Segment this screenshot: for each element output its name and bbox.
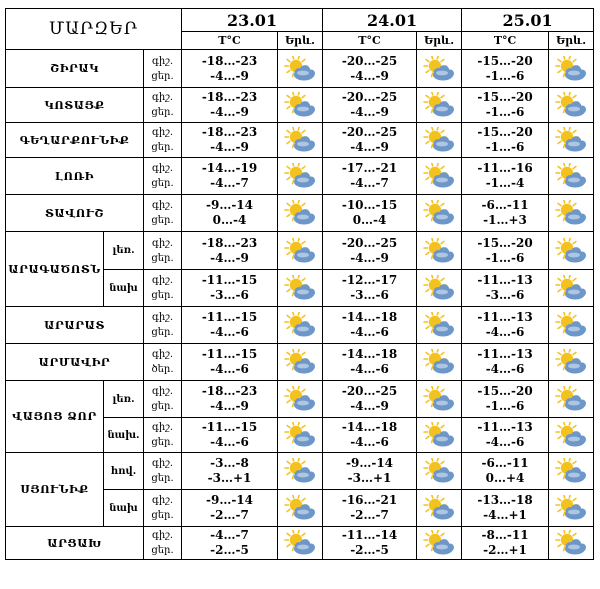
night-temperature: -20…-25 (341, 90, 398, 104)
weather-icon-cell (417, 232, 462, 270)
temperature-cell (323, 50, 417, 88)
day-temperature: -1…-6 (485, 105, 525, 119)
day-temperature: -2…-5 (350, 543, 389, 557)
day-night-labels (144, 527, 182, 560)
region-name: ՍՅՈՒՆԻՔ (6, 453, 104, 527)
sun-behind-cloud-icon (283, 127, 317, 153)
temperature-cell (182, 344, 278, 381)
day-temperature: -4…-9 (210, 250, 249, 265)
night-temperature: -12…-17 (341, 273, 398, 287)
night-label: գիշ. (151, 163, 174, 174)
region-name: ԿՈՏԱՅՔ (6, 88, 144, 123)
day-temperature: -2…-7 (210, 508, 249, 522)
day-night-labels (144, 490, 182, 527)
night-temperature: -14…-18 (341, 420, 398, 434)
region-name: ԱՐԱԳԱԾՈՏՆ (6, 232, 104, 307)
temperature-cell (182, 195, 278, 232)
subzone-label: լեռ. (104, 381, 144, 418)
day-temperature: -4…+1 (483, 508, 527, 522)
temperature-cell (182, 158, 278, 195)
temperature-column-header: T°C (462, 32, 549, 50)
night-temperature: -11…-14 (341, 528, 398, 542)
night-temperature: -18…-23 (201, 90, 258, 104)
night-temperature: -13…-18 (477, 493, 533, 507)
day-night-labels (144, 158, 182, 195)
sun-behind-cloud-icon (283, 530, 317, 556)
region-row (6, 123, 594, 158)
sun-behind-cloud-icon (422, 127, 456, 153)
sun-behind-cloud-icon (422, 312, 456, 338)
temperature-cell (182, 270, 278, 307)
day-label: ցեր. (151, 437, 174, 448)
day-night-labels (144, 418, 182, 453)
night-label: գիշ. (151, 530, 174, 541)
day-label: ցեր. (151, 327, 174, 338)
night-temperature: -11…-16 (477, 161, 533, 175)
sky-column-header: Երև. (278, 32, 323, 50)
sun-behind-cloud-icon (554, 495, 588, 521)
temperature-cell (182, 418, 278, 453)
weather-icon-cell (549, 195, 594, 232)
night-temperature: -6…-11 (481, 456, 529, 470)
temperature-cell (462, 50, 549, 88)
night-label: գիշ. (151, 386, 174, 397)
weather-icon-cell (278, 453, 323, 490)
day-temperature: 0…+4 (485, 471, 525, 485)
night-temperature: -17…-21 (341, 161, 398, 175)
night-temperature: -18…-23 (201, 125, 258, 139)
temperature-cell (462, 453, 549, 490)
day-temperature: -1…-6 (485, 399, 525, 413)
subzone-label: նախ (104, 270, 144, 307)
night-temperature: -11…-13 (477, 310, 533, 324)
day-label: ցեր. (151, 252, 174, 264)
day-temperature: -1…-4 (485, 176, 525, 190)
sun-behind-cloud-icon (283, 92, 317, 118)
temperature-cell (462, 527, 549, 560)
region-name: ԱՐՄԱՎԻՐ (6, 344, 144, 381)
night-temperature: -11…-15 (201, 273, 258, 287)
sun-behind-cloud-icon (554, 458, 588, 484)
weather-icon-cell (278, 381, 323, 418)
region-row (6, 232, 594, 270)
weather-icon-cell (278, 344, 323, 381)
day-temperature: -4…-6 (350, 362, 389, 376)
weather-icon-cell (417, 88, 462, 123)
night-temperature: -20…-25 (341, 125, 398, 139)
forecast-table (5, 8, 594, 560)
night-temperature: -11…-13 (477, 347, 533, 361)
sun-behind-cloud-icon (554, 275, 588, 301)
temperature-cell (462, 490, 549, 527)
night-temperature: -15…-20 (477, 53, 533, 68)
region-name: ՏԱՎՈՒՇ (6, 195, 144, 232)
day-temperature: 0…-4 (352, 213, 387, 227)
day-temperature: -4…-7 (210, 176, 249, 190)
day-temperature: 0…-4 (212, 213, 247, 227)
day-label: ցեր. (151, 290, 174, 301)
weather-icon-cell (549, 232, 594, 270)
night-label: գիշ. (151, 275, 174, 286)
weather-icon-cell (417, 123, 462, 158)
night-temperature: -16…-21 (341, 493, 398, 507)
region-row (6, 453, 594, 490)
night-temperature: -15…-20 (477, 125, 533, 139)
weather-icon-cell (417, 307, 462, 344)
night-temperature: -11…-15 (201, 347, 258, 361)
weather-icon-cell (278, 418, 323, 453)
night-label: գիշ. (151, 92, 174, 103)
temperature-cell (182, 232, 278, 270)
subzone-label: լեռ. (104, 232, 144, 270)
day-temperature: -4…-7 (350, 176, 389, 190)
sun-behind-cloud-icon (422, 200, 456, 226)
day-label: ցեր. (151, 215, 174, 226)
temperature-cell (182, 490, 278, 527)
day-temperature: -4…-6 (210, 325, 249, 339)
sun-behind-cloud-icon (283, 163, 317, 189)
region-row (6, 50, 594, 88)
day-night-labels (144, 195, 182, 232)
weather-icon-cell (417, 344, 462, 381)
night-temperature: -14…-18 (341, 310, 398, 324)
region-row (6, 381, 594, 418)
temperature-cell (462, 344, 549, 381)
temperature-cell (182, 123, 278, 158)
forecast-table-body (6, 9, 594, 560)
sun-behind-cloud-icon (422, 56, 456, 82)
night-temperature: -14…-18 (341, 347, 398, 361)
day-temperature: -4…-9 (210, 399, 249, 413)
sun-behind-cloud-icon (283, 422, 317, 448)
weather-icon-cell (278, 88, 323, 123)
day-temperature: -4…-9 (350, 68, 389, 83)
sun-behind-cloud-icon (283, 312, 317, 338)
temperature-cell (323, 344, 417, 381)
day-temperature: -4…-6 (210, 362, 249, 376)
sun-behind-cloud-icon (554, 530, 588, 556)
weather-icon-cell (417, 195, 462, 232)
region-name: ԼՈՌԻ (6, 158, 144, 195)
temperature-cell (182, 50, 278, 88)
sky-column-header: Երև. (417, 32, 462, 50)
temperature-cell (462, 418, 549, 453)
day-night-labels (144, 123, 182, 158)
temperature-cell (323, 307, 417, 344)
sun-behind-cloud-icon (422, 238, 456, 264)
day-temperature: -4…-6 (350, 325, 389, 339)
date-header: 25.01 (462, 9, 594, 32)
night-temperature: -14…-19 (201, 161, 258, 175)
weather-icon-cell (278, 50, 323, 88)
night-temperature: -9…-14 (346, 456, 394, 470)
weather-icon-cell (549, 490, 594, 527)
day-night-labels (144, 453, 182, 490)
day-night-labels (144, 381, 182, 418)
night-label: գիշ. (151, 200, 174, 211)
weather-icon-cell (278, 527, 323, 560)
night-temperature: -15…-20 (477, 235, 533, 250)
region-row (6, 307, 594, 344)
weather-icon-cell (549, 158, 594, 195)
night-temperature: -15…-20 (477, 90, 533, 104)
day-label: ցեր. (151, 70, 174, 82)
weather-icon-cell (549, 418, 594, 453)
night-temperature: -10…-15 (341, 198, 398, 212)
temperature-cell (182, 527, 278, 560)
weather-icon-cell (417, 453, 462, 490)
weather-icon-cell (278, 123, 323, 158)
temperature-cell (323, 232, 417, 270)
sun-behind-cloud-icon (283, 495, 317, 521)
header-row-dates (6, 9, 594, 32)
weather-icon-cell (549, 123, 594, 158)
sun-behind-cloud-icon (422, 422, 456, 448)
temperature-cell (182, 381, 278, 418)
weather-icon-cell (278, 195, 323, 232)
day-night-labels (144, 232, 182, 270)
day-night-labels (144, 270, 182, 307)
night-label: գիշ. (151, 127, 174, 138)
night-temperature: -18…-23 (201, 53, 258, 68)
day-temperature: -4…-9 (350, 140, 389, 154)
sun-behind-cloud-icon (554, 200, 588, 226)
day-temperature: -1…+3 (483, 213, 527, 227)
night-temperature: -3…-8 (210, 456, 249, 470)
weather-icon-cell (549, 527, 594, 560)
sun-behind-cloud-icon (422, 386, 456, 412)
sun-behind-cloud-icon (554, 422, 588, 448)
weather-icon-cell (278, 158, 323, 195)
weather-icon-cell (417, 158, 462, 195)
temperature-cell (462, 158, 549, 195)
weather-icon-cell (417, 50, 462, 88)
day-temperature: -4…-6 (485, 325, 525, 339)
day-temperature: -2…+1 (483, 543, 527, 557)
day-temperature: -4…-6 (485, 435, 525, 449)
sun-behind-cloud-icon (422, 495, 456, 521)
weather-icon-cell (278, 490, 323, 527)
night-label: գիշ. (151, 422, 174, 433)
day-label: ցեր. (151, 401, 174, 412)
weather-icon-cell (549, 270, 594, 307)
sun-behind-cloud-icon (554, 349, 588, 375)
night-temperature: -9…-14 (206, 198, 254, 212)
temperature-column-header: T°C (323, 32, 417, 50)
temperature-cell (323, 88, 417, 123)
weather-icon-cell (549, 50, 594, 88)
day-night-labels (144, 88, 182, 123)
day-temperature: -3…-6 (350, 288, 389, 302)
weather-icon-cell (417, 490, 462, 527)
sun-behind-cloud-icon (554, 238, 588, 264)
day-label: ցեր. (151, 510, 174, 521)
day-temperature: -1…-6 (485, 250, 525, 265)
temperature-cell (323, 158, 417, 195)
day-night-labels (144, 344, 182, 381)
sun-behind-cloud-icon (283, 238, 317, 264)
day-temperature: -3…-6 (485, 288, 525, 302)
night-temperature: -9…-14 (206, 493, 254, 507)
temperature-cell (323, 527, 417, 560)
weather-icon-cell (417, 527, 462, 560)
day-night-labels (144, 307, 182, 344)
sun-behind-cloud-icon (283, 275, 317, 301)
night-label: գիշ. (151, 458, 174, 469)
day-temperature: -1…-6 (485, 140, 525, 154)
night-temperature: -6…-11 (481, 198, 529, 212)
day-temperature: -3…-6 (210, 288, 249, 302)
day-temperature: -3…+1 (207, 471, 252, 485)
subzone-label: նախ (104, 490, 144, 527)
region-name: ԱՐԱՐԱՏ (6, 307, 144, 344)
weather-icon-cell (278, 232, 323, 270)
weather-icon-cell (549, 453, 594, 490)
day-label: ցեր. (151, 178, 174, 189)
sun-behind-cloud-icon (422, 163, 456, 189)
sun-behind-cloud-icon (283, 200, 317, 226)
temperature-cell (323, 418, 417, 453)
temperature-cell (323, 123, 417, 158)
temperature-cell (462, 232, 549, 270)
sun-behind-cloud-icon (283, 386, 317, 412)
sun-behind-cloud-icon (554, 386, 588, 412)
day-temperature: -4…-9 (210, 140, 249, 154)
temperature-cell (182, 307, 278, 344)
day-label: ծեր. (151, 364, 174, 375)
weather-icon-cell (549, 381, 594, 418)
night-temperature: -18…-23 (201, 384, 258, 398)
forecast-sheet (5, 8, 594, 560)
temperature-cell (462, 307, 549, 344)
region-row (6, 344, 594, 381)
temperature-cell (462, 381, 549, 418)
subzone-label: նախ. (104, 418, 144, 453)
temperature-cell (323, 270, 417, 307)
temperature-cell (182, 88, 278, 123)
day-temperature: -4…-9 (210, 105, 249, 119)
temperature-column-header: T°C (182, 32, 278, 50)
subzone-label: հով. (104, 453, 144, 490)
sun-behind-cloud-icon (422, 92, 456, 118)
sun-behind-cloud-icon (554, 127, 588, 153)
sun-behind-cloud-icon (283, 458, 317, 484)
sun-behind-cloud-icon (554, 312, 588, 338)
night-temperature: -11…-15 (201, 420, 258, 434)
day-label: ցեր. (151, 107, 174, 118)
night-label: գիշ. (151, 55, 174, 67)
night-temperature: -11…-13 (477, 273, 533, 287)
region-name: ԱՐՑԱԽ (6, 527, 144, 560)
day-temperature: -1…-6 (485, 68, 525, 83)
night-temperature: -20…-25 (341, 384, 398, 398)
weather-icon-cell (549, 344, 594, 381)
day-label: ցեր. (151, 545, 174, 556)
sun-behind-cloud-icon (554, 163, 588, 189)
sun-behind-cloud-icon (554, 92, 588, 118)
night-label: գիշ. (151, 237, 174, 249)
day-temperature: -4…-9 (210, 68, 249, 83)
sun-behind-cloud-icon (554, 56, 588, 82)
night-label: գիշ. (151, 495, 174, 506)
temperature-cell (462, 195, 549, 232)
day-temperature: -4…-9 (350, 105, 389, 119)
day-temperature: -4…-9 (350, 399, 389, 413)
day-night-labels (144, 50, 182, 88)
sun-behind-cloud-icon (283, 349, 317, 375)
sun-behind-cloud-icon (422, 349, 456, 375)
weather-icon-cell (549, 88, 594, 123)
region-row (6, 88, 594, 123)
sun-behind-cloud-icon (422, 458, 456, 484)
region-row (6, 527, 594, 560)
weather-icon-cell (278, 307, 323, 344)
day-temperature: -2…-7 (350, 508, 389, 522)
night-temperature: -8…-11 (481, 528, 529, 542)
day-temperature: -4…-6 (210, 435, 249, 449)
night-temperature: -18…-23 (201, 235, 258, 250)
day-temperature: -4…-6 (350, 435, 389, 449)
region-name: ՇԻՐԱԿ (6, 50, 144, 88)
date-header: 23.01 (182, 9, 323, 32)
weather-icon-cell (417, 270, 462, 307)
temperature-cell (323, 490, 417, 527)
sun-behind-cloud-icon (283, 56, 317, 82)
day-label: ցեր. (151, 473, 174, 484)
temperature-cell (323, 381, 417, 418)
temperature-cell (323, 195, 417, 232)
region-row (6, 158, 594, 195)
day-temperature: -4…-9 (350, 250, 389, 265)
night-label: գիշ. (151, 312, 174, 323)
night-temperature: -11…-15 (201, 310, 258, 324)
weather-icon-cell (417, 418, 462, 453)
temperature-cell (462, 88, 549, 123)
temperature-cell (323, 453, 417, 490)
night-temperature: -15…-20 (477, 384, 533, 398)
day-temperature: -3…+1 (347, 471, 392, 485)
sky-column-header: Երև. (549, 32, 594, 50)
weather-icon-cell (278, 270, 323, 307)
weather-icon-cell (549, 307, 594, 344)
sun-behind-cloud-icon (422, 530, 456, 556)
day-temperature: -4…-6 (485, 362, 525, 376)
region-name: ԳԵՂԱՐՔՈՒՆԻՔ (6, 123, 144, 158)
date-header: 24.01 (323, 9, 462, 32)
night-label: գիշ. (151, 349, 174, 360)
regions-title: ՄԱՐԶԵՐ (6, 9, 182, 50)
temperature-cell (462, 123, 549, 158)
sun-behind-cloud-icon (422, 275, 456, 301)
night-temperature: -20…-25 (341, 235, 398, 250)
night-temperature: -11…-13 (477, 420, 533, 434)
temperature-cell (462, 270, 549, 307)
temperature-cell (182, 453, 278, 490)
region-row (6, 195, 594, 232)
day-temperature: -2…-5 (210, 543, 249, 557)
day-label: ցեր. (151, 142, 174, 153)
weather-icon-cell (417, 381, 462, 418)
night-temperature: -4…-7 (210, 528, 249, 542)
night-temperature: -20…-25 (341, 53, 398, 68)
region-name: ՎԱՅՈՑ ՁՈՐ (6, 381, 104, 453)
